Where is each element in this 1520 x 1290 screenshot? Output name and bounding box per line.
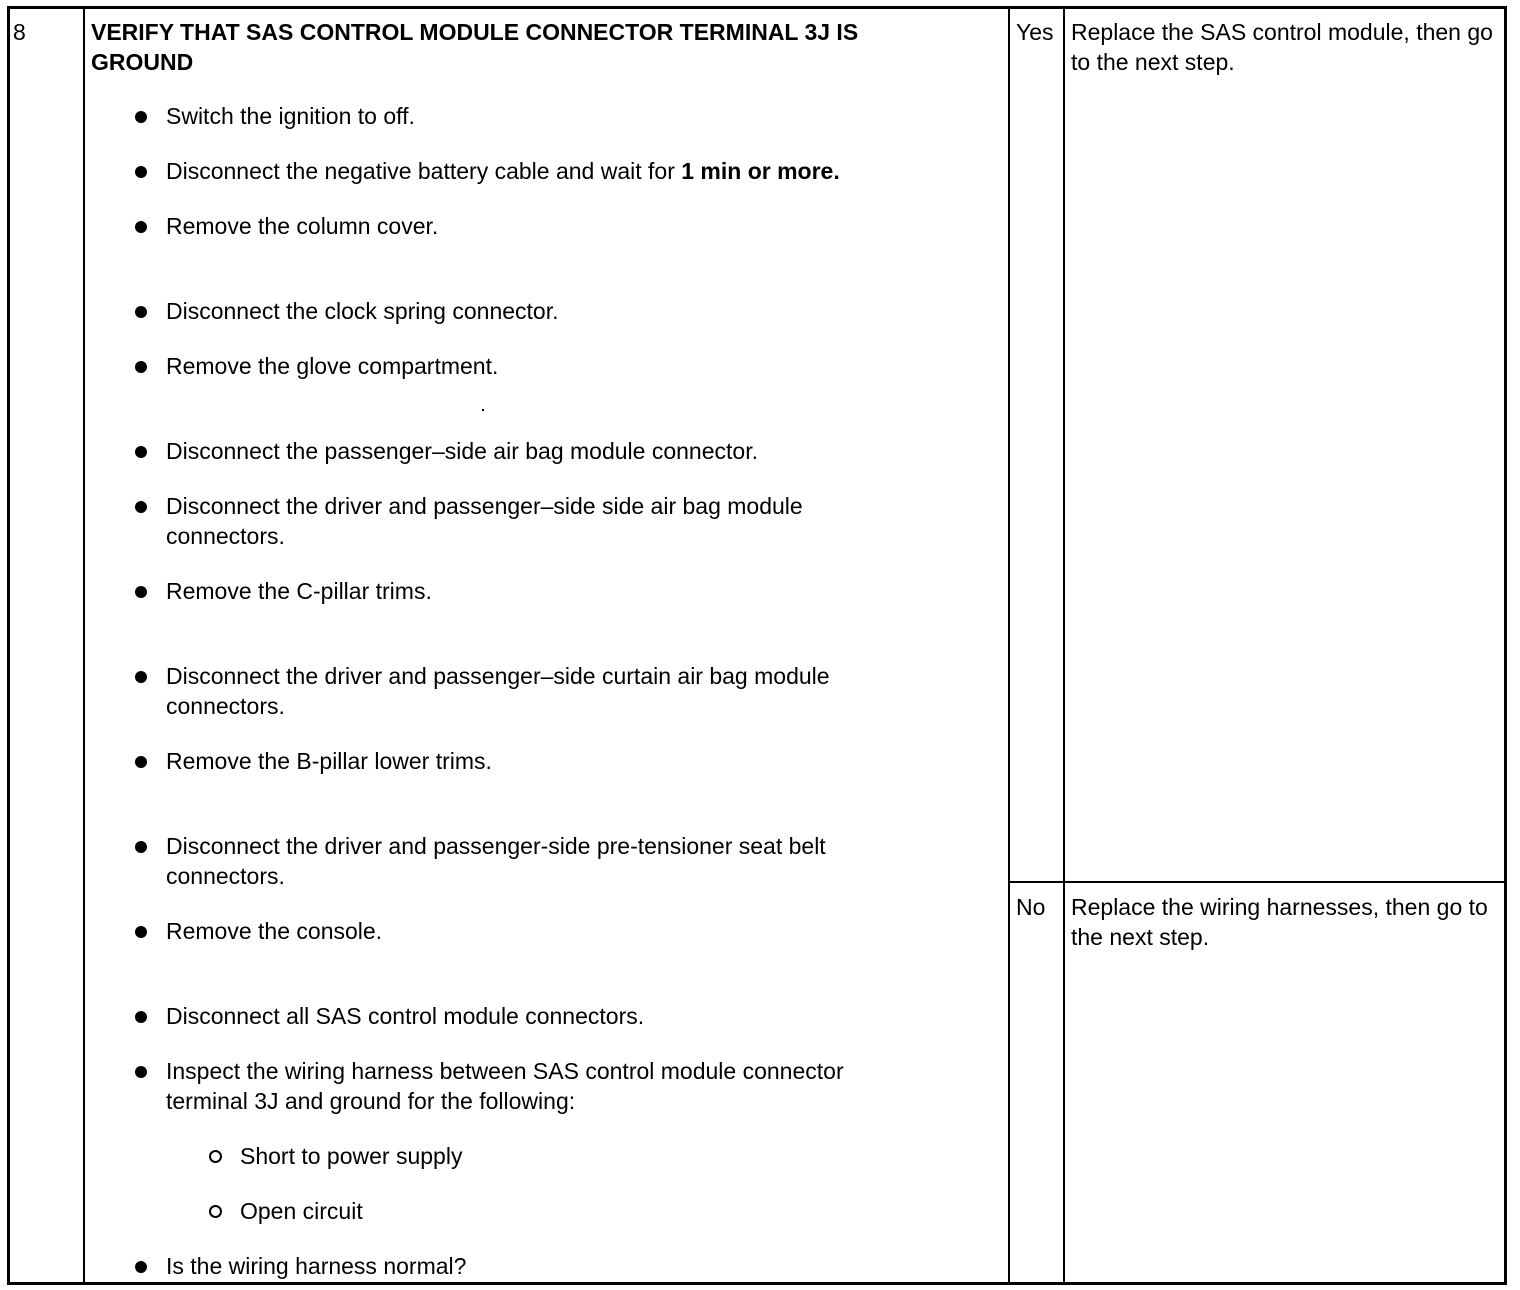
bullet-icon bbox=[135, 756, 147, 768]
bullet-icon bbox=[135, 221, 147, 233]
column-divider-result bbox=[1063, 9, 1065, 1282]
result-no-action: Replace the wiring harnesses, then go to the next step. bbox=[1071, 894, 1488, 950]
bullet-icon bbox=[135, 501, 147, 513]
sub-item-open-circuit: Open circuit bbox=[240, 1198, 363, 1224]
column-divider-action bbox=[1008, 9, 1010, 1282]
column-divider-step bbox=[83, 9, 85, 1282]
sub-item-short-to-power: Short to power supply bbox=[240, 1143, 463, 1169]
step-item-glove-compartment: Remove the glove compartment. bbox=[166, 353, 499, 379]
step-item-curtain-airbag bbox=[166, 661, 830, 721]
answer-no: No bbox=[1016, 894, 1046, 920]
step-item-passenger-airbag: Disconnect the passenger–side air bag module connector. bbox=[166, 438, 758, 464]
step-item-ignition-off: Switch the ignition to off. bbox=[166, 103, 415, 129]
step-number: 8 bbox=[13, 19, 26, 45]
scan-speck bbox=[482, 409, 484, 411]
bullet-icon bbox=[135, 926, 147, 938]
bullet-icon bbox=[135, 586, 147, 598]
step-item-remove-column-cover: Remove the column cover. bbox=[166, 213, 439, 239]
hollow-bullet-icon bbox=[209, 1205, 222, 1218]
hollow-bullet-icon bbox=[209, 1150, 222, 1163]
step-item-b-pillar: Remove the B-pillar lower trims. bbox=[166, 748, 492, 774]
answer-yes: Yes bbox=[1016, 19, 1054, 45]
result-yes-action: Replace the SAS control module, then go to the next step. bbox=[1071, 19, 1493, 75]
step-item-c-pillar: Remove the C-pillar trims. bbox=[166, 578, 432, 604]
item-line: Inspect the wiring harness between SAS control module connector bbox=[166, 1058, 844, 1084]
bullet-icon bbox=[135, 111, 147, 123]
bullet-icon bbox=[135, 166, 147, 178]
bullet-icon bbox=[135, 1011, 147, 1023]
yes-no-row-divider bbox=[1009, 881, 1504, 883]
step-item-disconnect-battery bbox=[166, 156, 840, 186]
step-item-inspect-harness bbox=[166, 1056, 844, 1116]
bullet-icon bbox=[135, 841, 147, 853]
item-line: connectors. bbox=[166, 863, 285, 889]
item-line: Disconnect the driver and passenger–side curtain air bag module bbox=[166, 663, 830, 689]
item-line: connectors. bbox=[166, 523, 285, 549]
item-line: terminal 3J and ground for the following: bbox=[166, 1088, 576, 1114]
bullet-icon bbox=[135, 671, 147, 683]
bullet-icon bbox=[135, 306, 147, 318]
step-item-side-airbag bbox=[166, 491, 803, 551]
item-line: connectors. bbox=[166, 693, 285, 719]
troubleshooting-table bbox=[7, 6, 1507, 1285]
bullet-icon bbox=[135, 361, 147, 373]
step-title: VERIFY THAT SAS CONTROL MODULE CONNECTOR TERMINAL 3J IS GROUND bbox=[91, 19, 859, 75]
bullet-icon bbox=[135, 1066, 147, 1078]
step-item-console: Remove the console. bbox=[166, 918, 383, 944]
item-line: Disconnect the driver and passenger-side pre-tensioner seat belt bbox=[166, 833, 826, 859]
step-item-sas-connectors: Disconnect all SAS control module connectors. bbox=[166, 1003, 645, 1029]
step-item-clock-spring: Disconnect the clock spring connector. bbox=[166, 298, 559, 324]
bullet-icon bbox=[135, 1261, 147, 1273]
item-line: Disconnect the driver and passenger–side side air bag module bbox=[166, 493, 803, 519]
step-item-pretensioner bbox=[166, 831, 826, 891]
item-text: Disconnect the negative battery cable and wait for bbox=[166, 158, 682, 184]
item-bold-text: 1 min or more. bbox=[681, 158, 840, 184]
step-item-question: Is the wiring harness normal? bbox=[166, 1253, 467, 1279]
bullet-icon bbox=[135, 446, 147, 458]
